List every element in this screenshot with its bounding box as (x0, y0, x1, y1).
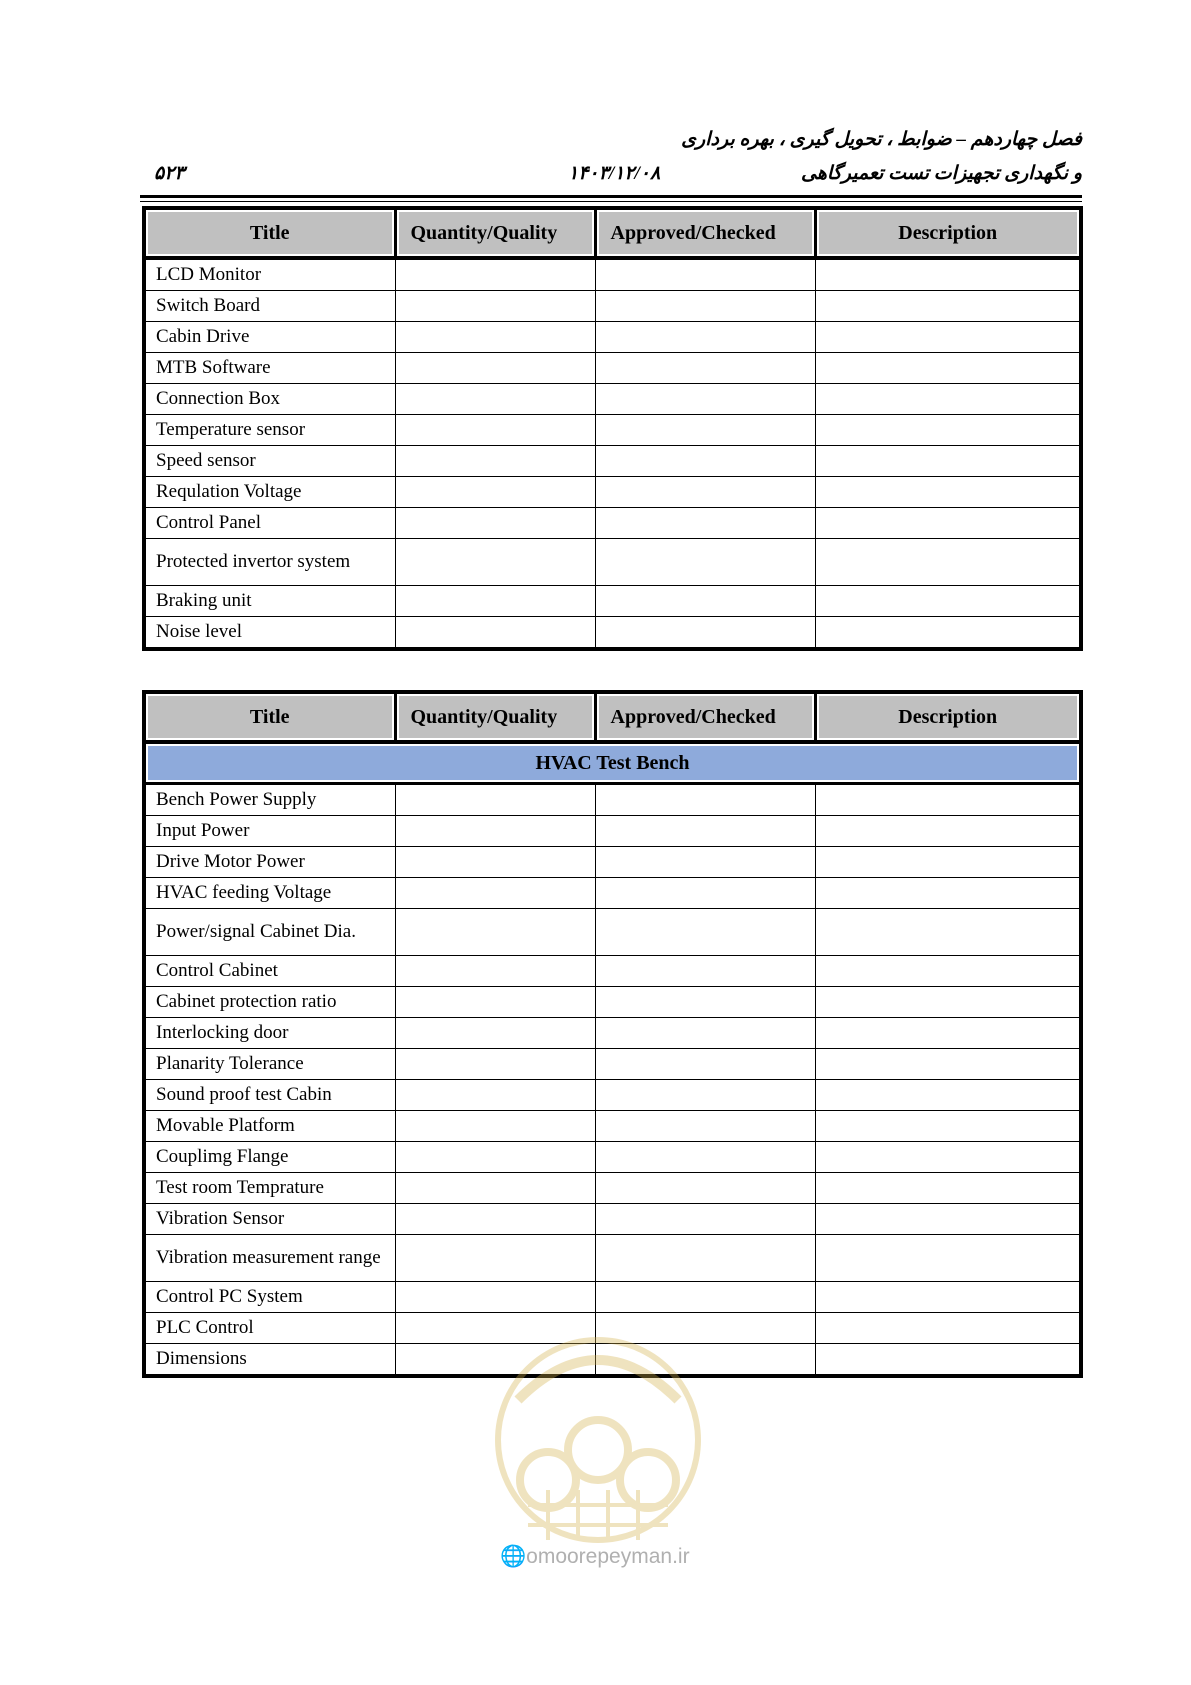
quantity-cell[interactable] (395, 909, 595, 956)
row-title: Speed sensor (144, 446, 395, 477)
table-row (144, 816, 1081, 847)
col-title-header: Title (144, 208, 395, 258)
page-number: ۵۲۳ (154, 163, 185, 184)
table-row (144, 291, 1081, 322)
table-row (144, 353, 1081, 384)
watermark-url: 🌐omoorepeyman.ir (500, 1545, 690, 1568)
header-rule-thick (140, 195, 1082, 198)
approved-cell[interactable] (595, 322, 815, 353)
description-cell[interactable] (815, 878, 1081, 909)
approved-cell[interactable] (595, 1018, 815, 1049)
description-cell[interactable] (815, 1204, 1081, 1235)
section-row (144, 742, 1081, 784)
description-cell[interactable] (815, 446, 1081, 477)
description-cell[interactable] (815, 415, 1081, 446)
description-cell[interactable] (815, 291, 1081, 322)
row-title: Cabinet protection ratio (144, 987, 395, 1018)
row-title: Control Panel (144, 508, 395, 539)
table-row (144, 446, 1081, 477)
table-header-row (144, 692, 1081, 742)
quantity-cell[interactable] (395, 1018, 595, 1049)
description-cell[interactable] (815, 1313, 1081, 1344)
approved-cell[interactable] (595, 1080, 815, 1111)
col-quantity-header: Quantity/Quality (395, 692, 595, 742)
table-row (144, 909, 1081, 956)
chapter-title-line2: و نگهداری تجهیزات تست تعمیرگاهی (801, 163, 1082, 184)
description-cell[interactable] (815, 1049, 1081, 1080)
table-row (144, 847, 1081, 878)
quantity-cell[interactable] (395, 322, 595, 353)
approved-cell[interactable] (595, 847, 815, 878)
quantity-cell[interactable] (395, 446, 595, 477)
approved-cell[interactable] (595, 1204, 815, 1235)
row-title: HVAC feeding Voltage (144, 878, 395, 909)
description-cell[interactable] (815, 384, 1081, 415)
table-row (144, 477, 1081, 508)
approved-cell[interactable] (595, 477, 815, 508)
description-cell[interactable] (815, 816, 1081, 847)
header-rule-thin (140, 201, 1082, 202)
table-header-row (144, 208, 1081, 258)
approved-cell[interactable] (595, 878, 815, 909)
row-title: PLC Control (144, 1313, 395, 1344)
table-row (144, 878, 1081, 909)
row-title: LCD Monitor (144, 258, 395, 291)
table-row (144, 784, 1081, 816)
row-title: Control PC System (144, 1282, 395, 1313)
description-cell[interactable] (815, 477, 1081, 508)
quantity-cell[interactable] (395, 477, 595, 508)
approved-cell[interactable] (595, 1111, 815, 1142)
checklist-table-2 (142, 690, 1083, 1378)
quantity-cell[interactable] (395, 586, 595, 617)
row-title: Interlocking door (144, 1018, 395, 1049)
quantity-cell[interactable] (395, 384, 595, 415)
table-row (144, 956, 1081, 987)
table-row (144, 987, 1081, 1018)
quantity-cell[interactable] (395, 847, 595, 878)
approved-cell[interactable] (595, 446, 815, 477)
approved-cell[interactable] (595, 415, 815, 446)
row-title: Control Cabinet (144, 956, 395, 987)
row-title: Vibration Sensor (144, 1204, 395, 1235)
table-row (144, 1204, 1081, 1235)
row-title: Planarity Tolerance (144, 1049, 395, 1080)
row-title: Dimensions (144, 1344, 395, 1377)
row-title: Drive Motor Power (144, 847, 395, 878)
table-row (144, 539, 1081, 586)
description-cell[interactable] (815, 258, 1081, 291)
description-cell[interactable] (815, 353, 1081, 384)
approved-cell[interactable] (595, 956, 815, 987)
quantity-cell[interactable] (395, 617, 595, 650)
row-title: Braking unit (144, 586, 395, 617)
quantity-cell[interactable] (395, 878, 595, 909)
row-title: Temperature sensor (144, 415, 395, 446)
table-row (144, 1018, 1081, 1049)
approved-cell[interactable] (595, 586, 815, 617)
section-title: HVAC Test Bench (144, 742, 1081, 784)
quantity-cell[interactable] (395, 987, 595, 1018)
col-quantity-header: Quantity/Quality (395, 208, 595, 258)
quantity-cell[interactable] (395, 353, 595, 384)
description-cell[interactable] (815, 539, 1081, 586)
quantity-cell[interactable] (395, 1080, 595, 1111)
checklist-table-1 (142, 206, 1083, 651)
quantity-cell[interactable] (395, 258, 595, 291)
page-header (140, 128, 1082, 198)
description-cell[interactable] (815, 1282, 1081, 1313)
table-row (144, 384, 1081, 415)
table-row (144, 617, 1081, 650)
table-row (144, 1111, 1081, 1142)
description-cell[interactable] (815, 617, 1081, 650)
quantity-cell[interactable] (395, 1049, 595, 1080)
row-title: Requlation Voltage (144, 477, 395, 508)
omoorepeyman-seal-icon (488, 1330, 708, 1570)
col-description-header: Description (815, 692, 1081, 742)
quantity-cell[interactable] (395, 539, 595, 586)
description-cell[interactable] (815, 586, 1081, 617)
col-title-header: Title (144, 692, 395, 742)
approved-cell[interactable] (595, 1173, 815, 1204)
table-row (144, 586, 1081, 617)
approved-cell[interactable] (595, 816, 815, 847)
quantity-cell[interactable] (395, 956, 595, 987)
approved-cell[interactable] (595, 1142, 815, 1173)
approved-cell[interactable] (595, 258, 815, 291)
approved-cell[interactable] (595, 384, 815, 415)
quantity-cell[interactable] (395, 291, 595, 322)
description-cell[interactable] (815, 1018, 1081, 1049)
approved-cell[interactable] (595, 987, 815, 1018)
row-title: Test room Temprature (144, 1173, 395, 1204)
col-approved-header: Approved/Checked (595, 208, 815, 258)
description-cell[interactable] (815, 909, 1081, 956)
quantity-cell[interactable] (395, 415, 595, 446)
description-cell[interactable] (815, 322, 1081, 353)
approved-cell[interactable] (595, 617, 815, 650)
row-title: Switch Board (144, 291, 395, 322)
approved-cell[interactable] (595, 291, 815, 322)
table-row (144, 1142, 1081, 1173)
row-title: MTB Software (144, 353, 395, 384)
table-row (144, 415, 1081, 446)
description-cell[interactable] (815, 1173, 1081, 1204)
approved-cell[interactable] (595, 353, 815, 384)
description-cell[interactable] (815, 1080, 1081, 1111)
row-title: Noise level (144, 617, 395, 650)
row-title: Input Power (144, 816, 395, 847)
quantity-cell[interactable] (395, 1235, 595, 1282)
description-cell[interactable] (815, 847, 1081, 878)
approved-cell[interactable] (595, 1282, 815, 1313)
table-row (144, 322, 1081, 353)
quantity-cell[interactable] (395, 1204, 595, 1235)
row-title: Bench Power Supply (144, 784, 395, 816)
row-title: Connection Box (144, 384, 395, 415)
description-cell[interactable] (815, 987, 1081, 1018)
description-cell[interactable] (815, 956, 1081, 987)
row-title: Sound proof test Cabin (144, 1080, 395, 1111)
col-approved-header: Approved/Checked (595, 692, 815, 742)
description-cell[interactable] (815, 784, 1081, 816)
row-title: Vibration measurement range (144, 1235, 395, 1282)
quantity-cell[interactable] (395, 1173, 595, 1204)
table-row (144, 258, 1081, 291)
table-row (144, 1049, 1081, 1080)
approved-cell[interactable] (595, 508, 815, 539)
description-cell[interactable] (815, 508, 1081, 539)
table-row (144, 508, 1081, 539)
row-title: Couplimg Flange (144, 1142, 395, 1173)
table-row (144, 1080, 1081, 1111)
description-cell[interactable] (815, 1235, 1081, 1282)
description-cell[interactable] (815, 1142, 1081, 1173)
quantity-cell[interactable] (395, 1111, 595, 1142)
approved-cell[interactable] (595, 1235, 815, 1282)
row-title: Movable Platform (144, 1111, 395, 1142)
table-row (144, 1282, 1081, 1313)
description-cell[interactable] (815, 1344, 1081, 1377)
table-row (144, 1235, 1081, 1282)
approved-cell[interactable] (595, 909, 815, 956)
quantity-cell[interactable] (395, 1282, 595, 1313)
approved-cell[interactable] (595, 1049, 815, 1080)
quantity-cell[interactable] (395, 816, 595, 847)
approved-cell[interactable] (595, 784, 815, 816)
approved-cell[interactable] (595, 539, 815, 586)
description-cell[interactable] (815, 1111, 1081, 1142)
row-title: Protected invertor system (144, 539, 395, 586)
quantity-cell[interactable] (395, 1142, 595, 1173)
header-date: ۱۴۰۳/۱۲/۰۸ (568, 163, 661, 184)
chapter-title-line1: فصل چهاردهم – ضوابط ، تحویل گیری ، بهره برداری (681, 129, 1082, 150)
col-description-header: Description (815, 208, 1081, 258)
row-title: Cabin Drive (144, 322, 395, 353)
table-row (144, 1173, 1081, 1204)
quantity-cell[interactable] (395, 784, 595, 816)
row-title: Power/signal Cabinet Dia. (144, 909, 395, 956)
quantity-cell[interactable] (395, 508, 595, 539)
